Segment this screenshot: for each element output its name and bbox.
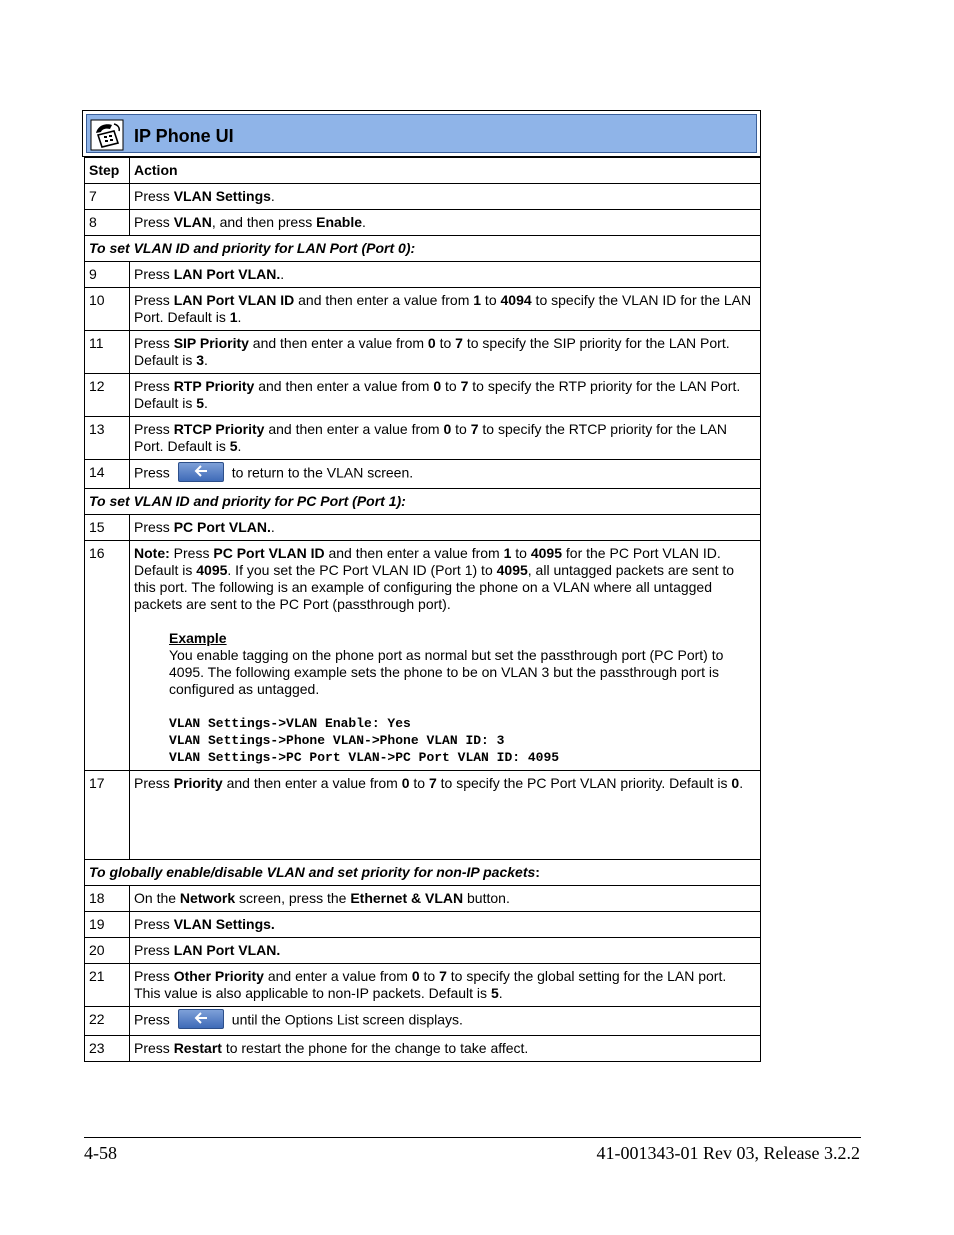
back-arrow-icon: [178, 1009, 224, 1029]
table-row: [85, 288, 761, 331]
table-header-row: [85, 158, 761, 184]
step-number: 23: [85, 1036, 130, 1062]
table-row: [85, 460, 761, 489]
step-number: 12: [85, 374, 130, 417]
ip-phone-ui-banner-frame: [82, 110, 761, 157]
section-row-lan: [85, 236, 761, 262]
step-action: Press LAN Port VLAN..: [130, 262, 761, 288]
note-paragraph: Note: Press PC Port VLAN ID and then enter a value from 1 to 4095 for the PC Port VLAN ID. Default is 4095. If you set the PC Port VLAN ID (Port 1) to 4095, all untagged packets are sent to this port. The following is an example of configuring the phone on a VLAN where all untagged packets are sent to the PC Port (passthrough port).: [134, 545, 735, 612]
section-row-global: [85, 860, 761, 886]
step-action: [130, 541, 761, 771]
table-row: [85, 1036, 761, 1062]
step-action: Press RTCP Priority and then enter a value from 0 to 7 to specify the RTCP priority for the LAN Port. Default is 5.: [130, 417, 761, 460]
step-number: 10: [85, 288, 130, 331]
table-row: [85, 541, 761, 771]
step-action: Press VLAN Settings.: [130, 912, 761, 938]
table-row: [85, 515, 761, 541]
table-row: [85, 331, 761, 374]
step-number: 18: [85, 886, 130, 912]
code-line: VLAN Settings->Phone VLAN->Phone VLAN ID: 3: [169, 733, 505, 748]
step-action: Press Priority and then enter a value from 0 to 7 to specify the PC Port VLAN priority. Default is 0.: [130, 771, 761, 860]
step-action: Press LAN Port VLAN ID and then enter a value from 1 to 4094 to specify the VLAN ID for the LAN Port. Default is 1.: [130, 288, 761, 331]
example-title: Example: [169, 630, 227, 646]
table-row: [85, 210, 761, 236]
step-number: 17: [85, 771, 130, 860]
example-text: You enable tagging on the phone port as normal but set the passthrough port (PC Port) to 4095. The following example sets the phone to be on VLAN 3 but the passthrough port is configured as untagged.: [169, 647, 724, 697]
table-row: [85, 184, 761, 210]
step-action: Press LAN Port VLAN.: [130, 938, 761, 964]
step-action: Press Restart to restart the phone for the change to take affect.: [130, 1036, 761, 1062]
step-action: Press SIP Priority and then enter a value from 0 to 7 to specify the SIP priority for the LAN Port. Default is 3.: [130, 331, 761, 374]
table-row: [85, 262, 761, 288]
section-heading: To globally enable/disable VLAN and set priority for non-IP packets:: [85, 860, 761, 886]
step-number: 11: [85, 331, 130, 374]
table-row: [85, 912, 761, 938]
step-action: Press to return to the VLAN screen.: [130, 460, 761, 489]
step-number: 16: [85, 541, 130, 771]
phone-icon: [90, 119, 124, 151]
step-number: 19: [85, 912, 130, 938]
step-action: Press VLAN, and then press Enable.: [130, 210, 761, 236]
code-line: VLAN Settings->PC Port VLAN->PC Port VLAN ID: 4095: [169, 750, 560, 765]
code-line: VLAN Settings->VLAN Enable: Yes: [169, 716, 411, 731]
header-action: Action: [130, 158, 761, 184]
table-row: [85, 964, 761, 1007]
step-action: Press RTP Priority and then enter a value from 0 to 7 to specify the RTP priority for the LAN Port. Default is 5.: [130, 374, 761, 417]
step-action: On the Network screen, press the Ethernet & VLAN button.: [130, 886, 761, 912]
back-arrow-icon: [178, 462, 224, 482]
step-number: 8: [85, 210, 130, 236]
steps-table: [84, 157, 761, 1062]
table-row: [85, 886, 761, 912]
step-number: 15: [85, 515, 130, 541]
step-action: Press until the Options List screen displays.: [130, 1007, 761, 1036]
example-block: [169, 630, 756, 766]
section-heading: To set VLAN ID and priority for LAN Port (Port 0):: [85, 236, 761, 262]
table-row: [85, 1007, 761, 1036]
table-row: [85, 374, 761, 417]
page-number: 4-58: [84, 1143, 117, 1163]
banner-title: IP Phone UI: [134, 126, 234, 146]
step-action: Press Other Priority and enter a value from 0 to 7 to specify the global setting for the LAN port. This value is also applicable to non-IP packets. Default is 5.: [130, 964, 761, 1007]
step-number: 13: [85, 417, 130, 460]
footer-divider: [84, 1137, 861, 1138]
table-row: [85, 417, 761, 460]
step-action: Press PC Port VLAN..: [130, 515, 761, 541]
step-action: Press VLAN Settings.: [130, 184, 761, 210]
section-row-pc: [85, 489, 761, 515]
step-number: 20: [85, 938, 130, 964]
table-row: [85, 771, 761, 860]
code-block: [169, 715, 756, 766]
section-heading: To set VLAN ID and priority for PC Port (Port 1):: [85, 489, 761, 515]
step-number: 21: [85, 964, 130, 1007]
step-number: 7: [85, 184, 130, 210]
step-number: 14: [85, 460, 130, 489]
header-step: Step: [85, 158, 130, 184]
step-number: 22: [85, 1007, 130, 1036]
document-id: 41-001343-01 Rev 03, Release 3.2.2: [596, 1143, 860, 1163]
table-row: [85, 938, 761, 964]
ip-phone-ui-banner: [86, 114, 757, 153]
step-number: 9: [85, 262, 130, 288]
